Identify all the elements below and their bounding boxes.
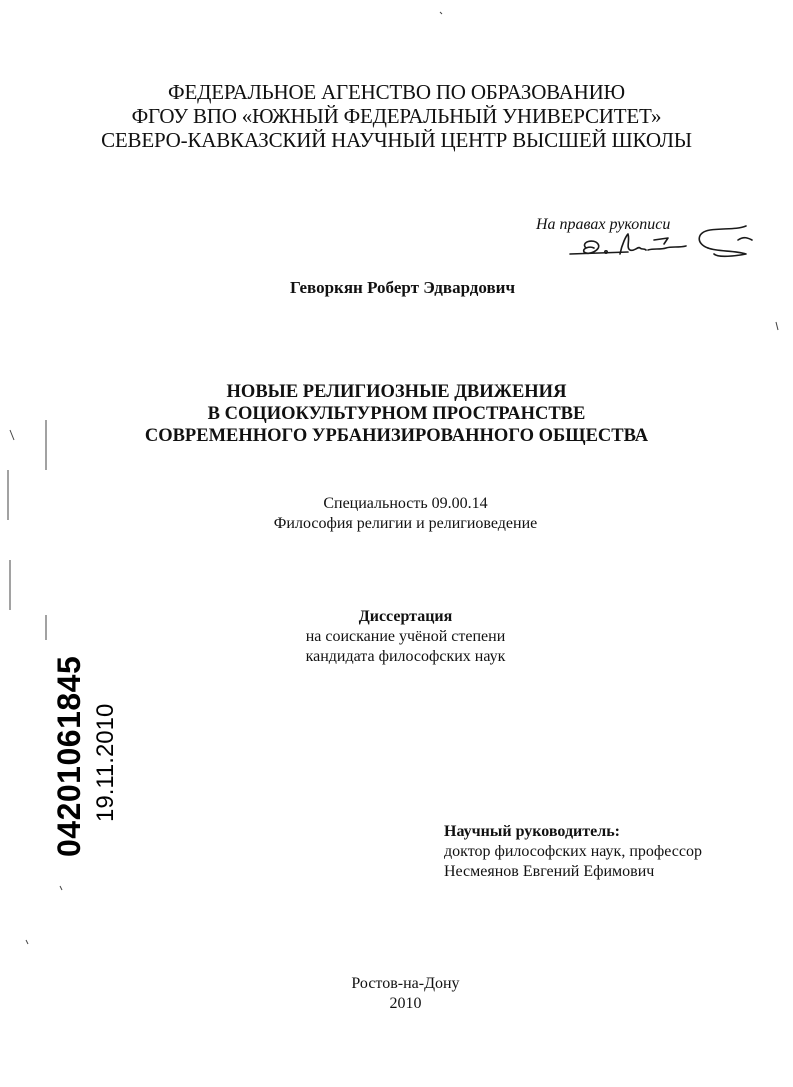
dissertation-label: Диссертация	[358, 608, 453, 625]
specialty-name: Философия религии и религиоведение	[273, 515, 538, 532]
supervisor-degree: доктор философских наук, профессор	[444, 843, 702, 860]
header-line-agency: ФЕДЕРАЛЬНОЕ АГЕНСТВО ПО ОБРАЗОВАНИЮ	[168, 80, 625, 104]
specialty-code: Специальность 09.00.14	[323, 495, 488, 512]
dissertation-title	[0, 381, 793, 447]
title-line-3: СОВРЕМЕННОГО УРБАНИЗИРОВАННОГО ОБЩЕСТВА	[144, 426, 649, 446]
title-line-2: В СОЦИОКУЛЬТУРНОМ ПРОСТРАНСТВЕ	[207, 404, 586, 424]
supervisor-name: Несмеянов Евгений Ефимович	[444, 863, 655, 880]
title-line-1: НОВЫЕ РЕЛИГИОЗНЫЕ ДВИЖЕНИЯ	[226, 382, 567, 402]
manuscript-rights-note: На правах рукописи	[536, 216, 671, 233]
dissertation-degree-line-1: на соискание учёной степени	[305, 628, 506, 645]
signature-image	[568, 218, 758, 270]
library-stamp-code: 04201061845	[51, 655, 87, 857]
supervisor-block	[444, 822, 702, 882]
header-line-university: ФГОУ ВПО «ЮЖНЫЙ ФЕДЕРАЛЬНЫЙ УНИВЕРСИТЕТ»	[131, 104, 662, 128]
supervisor-label: Научный руководитель:	[444, 823, 620, 840]
specialty-block	[0, 494, 793, 534]
footer-block	[0, 974, 793, 1014]
dissertation-degree-line-2: кандидата философских наук	[305, 648, 506, 665]
footer-city: Ростов-на-Дону	[351, 975, 460, 992]
header-line-center: СЕВЕРО-КАВКАЗСКИЙ НАУЧНЫЙ ЦЕНТР ВЫСШЕЙ ШКОЛЫ	[101, 128, 692, 152]
footer-year: 2010	[389, 995, 422, 1012]
dissertation-block	[0, 607, 793, 667]
organization-header	[0, 80, 793, 152]
author-name: Геворкян Роберт Эдвардович	[289, 278, 516, 297]
library-stamp-date: 19.11.2010	[92, 703, 119, 822]
